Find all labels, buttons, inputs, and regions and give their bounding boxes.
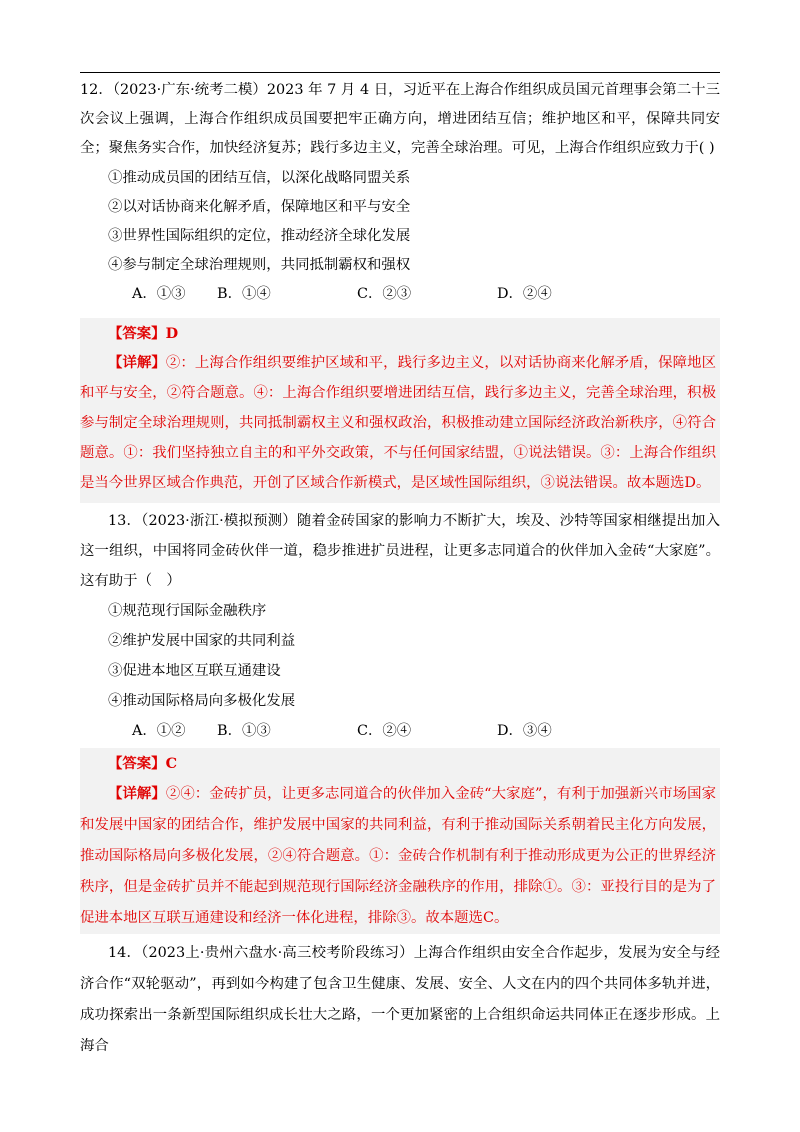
- question-12: [80, 76, 720, 309]
- question-12-choice-b: B．①④: [217, 286, 271, 302]
- question-12-option-4: ④参与制定全球治理规则，共同抵制霸权和强权: [108, 257, 411, 273]
- question-12-answer-box: [80, 318, 720, 503]
- detail-tag: 【详解】: [108, 354, 166, 371]
- question-13-choice-d: D．③④: [497, 723, 552, 739]
- question-12-choices: [80, 280, 720, 309]
- question-13: [80, 506, 720, 746]
- question-13-option-3: ③促进本地区互联互通建设: [108, 663, 281, 679]
- question-12-stem: 12．（2023·广东·统考二模）2023 年 7 月 4 日，习近平在上海合作组织成员国元首理事会第二十三次会议上强调，上海合作组织成员国要把牢正确方向，增进团结互信；维护地区和平，保障共同安全；聚焦务实合作，加快经济复苏；践行多边主义，完善全球治理。可见，上海合作组织应致力于( ): [80, 82, 720, 156]
- answer-value: D: [165, 325, 179, 342]
- question-13-option-1: ①规范现行国际金融秩序: [108, 603, 267, 619]
- answer-tag: 【答案】: [108, 325, 166, 342]
- question-13-choice-a: A．①②: [132, 723, 186, 739]
- question-12-detail: [80, 348, 716, 498]
- detail-tag: 【详解】: [108, 785, 166, 802]
- question-13-detail: [80, 778, 716, 934]
- answer-tag: 【答案】: [108, 755, 166, 772]
- question-12-option-2: ②以对话协商来化解矛盾，保障地区和平与安全: [108, 199, 411, 215]
- question-13-choice-c: C．②④: [357, 723, 412, 739]
- question-13-choices: [80, 716, 720, 746]
- question-12-option-3: ③世界性国际组织的定位，推动经济全球化发展: [108, 228, 411, 244]
- question-12-option-1: ①推动成员国的团结互信，以深化战略同盟关系: [108, 170, 411, 186]
- header-rule: [80, 72, 720, 73]
- question-13-stem: 13．（2023·浙江·模拟预测）随着金砖国家的影响力不断扩大，埃及、沙特等国家相继提出加入这一组织，中国将同金砖伙伴一道，稳步推进扩员进程，让更多志同道合的伙伴加入金砖“大家庭”。这有助于（ ）: [80, 513, 720, 589]
- question-12-answer: [80, 320, 716, 348]
- question-13-option-2: ②维护发展中国家的共同利益: [108, 633, 296, 649]
- question-13-option-4: ④推动国际格局向多极化发展: [108, 693, 296, 709]
- question-14: [80, 938, 720, 1062]
- answer-value: C: [165, 755, 178, 772]
- question-12-choice-a: A．①③: [132, 286, 186, 302]
- question-13-answer: [80, 750, 716, 778]
- question-13-choice-b: B．①③: [217, 723, 271, 739]
- question-12-choice-c: C．②③: [357, 286, 412, 302]
- detail-text: ②：上海合作组织要维护区域和平，践行多边主义，以对话协商来化解矛盾，保障地区和平与安全，②符合题意。④：上海合作组织要增进团结互信，践行多边主义，完善全球治理，积极参与制定全球治理规则，共同抵制霸权主义和强权政治，积极推动建立国际经济政治新秩序，④符合题意。①：我们坚持独立自主的和平外交政策，不与任何国家结盟，①说法错误。③：上海合作组织是当今世界区域合作典范，开创了区域合作新模式，是区域性国际组织，③说法错误。故本题选D。: [80, 355, 716, 491]
- question-14-stem: 14．（2023上·贵州六盘水·高三校考阶段练习）上海合作组织由安全合作起步，发展为安全与经济合作“双轮驱动”，再到如今构建了包含卫生健康、发展、安全、人文在内的四个共同体多轨并进，成功探索出一条新型国际组织成长壮大之路，一个更加紧密的上合组织命运共同体正在逐步形成。上海合: [80, 945, 720, 1054]
- question-12-choice-d: D．②④: [497, 286, 552, 302]
- detail-text: ②④：金砖扩员，让更多志同道合的伙伴加入金砖“大家庭”，有利于加强新兴市场国家和发展中国家的团结合作，维护发展中国家的共同利益，有利于推动国际关系朝着民主化方向发展，推动国际格局向多极化发展，②④符合题意。①：金砖合作机制有利于推动形成更为公正的世界经济秩序，但是金砖扩员并不能起到规范现行国际经济金融秩序的作用，排除①。③：亚投行目的是为了促进本地区互联互通建设和经济一体化进程，排除③。故本题选C。: [80, 786, 716, 926]
- question-13-answer-box: [80, 748, 720, 934]
